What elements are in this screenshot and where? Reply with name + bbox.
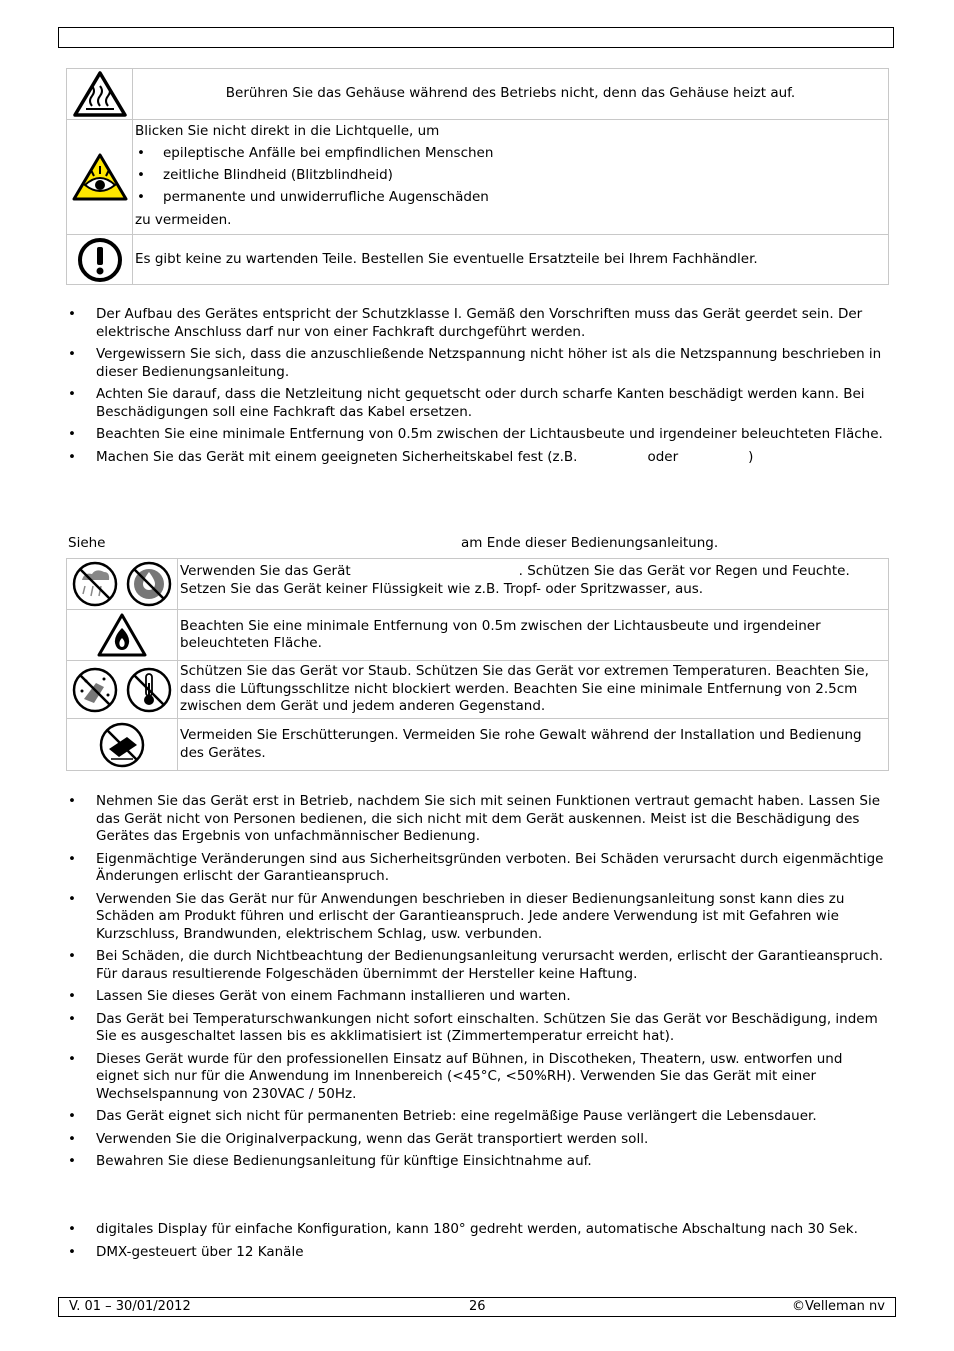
environment-table bbox=[66, 558, 889, 771]
safety-cable-text-a: Machen Sie das Gerät mit einem geeigneten Sicherheitskabel fest (z.B. bbox=[96, 448, 578, 465]
warning-eye-content bbox=[133, 120, 889, 235]
env-fire-text: Beachten Sie eine minimale Entfernung von 0.5m zwischen der Lichtausbeute und irgendeiner beleuchteten Fläche. bbox=[178, 610, 889, 661]
dust-icon bbox=[70, 665, 120, 715]
safety-cable-text-c: ) bbox=[748, 448, 754, 465]
list-item: • digitales Display für einfache Konfiguration, kann 180° gedreht werden, automatische Abschaltung nach 30 Sek. bbox=[66, 1221, 886, 1239]
env-water-text-b: . Schützen Sie das Gerät vor Regen und Feuchte. Setzen Sie das Gerät keiner Flüssigkeit wie z.B. Tropf- oder Spritzwasser, aus. bbox=[180, 563, 850, 597]
warning-table bbox=[66, 68, 889, 285]
footer-brand: ©Velleman nv bbox=[791, 1299, 885, 1314]
warning-eye-outro: zu vermeiden. bbox=[135, 212, 232, 228]
rain-icon bbox=[70, 560, 120, 608]
list-item: • Das Gerät bei Temperaturschwankungen nicht sofort einschalten. Schützen Sie das Gerät vor Beschädigung, indem Sie es ausgeschaltet lassen bis es akklimatisiert ist (Zimmertemperatur erreicht hat). bbox=[66, 1011, 886, 1046]
list-item: • Verwenden Sie das Gerät nur für Anwendungen beschrieben in dieser Bedienungsanleitung sonst kann dies zu Schäden am Produkt führen und erlischt der Garantieanspruch. Jede andere Verwendung ist mit Gefahren wie Kurzschluss, Brandwunden, elektrischem Schlag, usw. verbunden. bbox=[66, 891, 886, 944]
general-guidelines-list bbox=[66, 793, 886, 1176]
page-footer bbox=[58, 1297, 896, 1317]
safety-cable-text-b: oder bbox=[647, 448, 679, 465]
env-row-dust bbox=[67, 661, 889, 719]
siehe-text-b: am Ende dieser Bedienungsanleitung. bbox=[461, 535, 719, 551]
list-item: • epileptische Anfälle bei empfindlichen Menschen bbox=[135, 142, 886, 164]
list-item: • Der Aufbau des Gerätes entspricht der Schutzklasse I. Gemäß den Vorschriften muss das Gerät geerdet sein. Der elektrische Anschluss darf nur von einer Fachkraft durchgeführt werden. bbox=[66, 306, 886, 341]
list-item: • Beachten Sie eine minimale Entfernung von 0.5m zwischen der Lichtausbeute und irgendeiner beleuchteten Fläche. bbox=[66, 426, 886, 444]
list-item: • Eigenmächtige Veränderungen sind aus Sicherheitsgründen verboten. Bei Schäden verursacht durch eigenmächtige Änderungen erlischt der Garantieanspruch. bbox=[66, 851, 886, 886]
env-shock-text: Vermeiden Sie Erschütterungen. Vermeiden Sie rohe Gewalt während der Installation und Bedienung des Gerätes. bbox=[178, 719, 889, 771]
footer-page-number: 26 bbox=[469, 1299, 486, 1314]
warning-eye-list bbox=[135, 142, 886, 208]
thermometer-icon bbox=[124, 665, 174, 715]
shock-icon bbox=[67, 719, 178, 771]
warning-row-hot bbox=[67, 69, 889, 120]
list-item: • Das Gerät eignet sich nicht für permanenten Betrieb: eine regelmäßige Pause verlängert die Lebensdauer. bbox=[66, 1108, 886, 1126]
list-item: • Bewahren Sie diese Bedienungsanleitung für künftige Einsichtnahme auf. bbox=[66, 1153, 886, 1171]
warning-row-service bbox=[67, 235, 889, 285]
env-dust-text: Schützen Sie das Gerät vor Staub. Schützen Sie das Gerät vor extremen Temperaturen. Beachten Sie, dass die Lüftungsschlitze nicht blockiert werden. Beachten Sie eine minimale Entfernung von 2.5cm zwischen dem Gerät und jedem anderen Gegenstand. bbox=[178, 661, 889, 719]
safety-list bbox=[66, 306, 886, 471]
warning-row-eye bbox=[67, 120, 889, 235]
features-list bbox=[66, 1221, 886, 1266]
no-water-icon bbox=[124, 560, 174, 608]
eye-warning-icon bbox=[67, 120, 133, 235]
fire-warning-icon bbox=[67, 610, 178, 661]
list-item: • Bei Schäden, die durch Nichtbeachtung der Bedienungsanleitung verursacht werden, erlischt der Garantieanspruch. Für daraus resultierende Folgeschäden übernimmt der Hersteller keine Haftung. bbox=[66, 948, 886, 983]
env-row-water bbox=[67, 559, 889, 610]
list-item: • zeitliche Blindheid (Blitzblindheid) bbox=[135, 164, 886, 186]
siehe-line bbox=[68, 535, 888, 553]
warning-eye-intro: Blicken Sie nicht direkt in die Lichtquelle, um bbox=[135, 123, 440, 139]
list-item: • Achten Sie darauf, dass die Netzleitung nicht gequetscht oder durch scharfe Kanten beschädigt werden kann. Bei Beschädigungen soll eine Fachkraft das Kabel ersetzen. bbox=[66, 386, 886, 421]
list-item: • Verwenden Sie die Originalverpackung, wenn das Gerät transportiert werden soll. bbox=[66, 1131, 886, 1149]
list-item: • Lassen Sie dieses Gerät von einem Fachmann installieren und warten. bbox=[66, 988, 886, 1006]
hot-surface-warning-icon bbox=[67, 69, 133, 120]
warning-text-hot: Berühren Sie das Gehäuse während des Betriebs nicht, denn das Gehäuse heizt auf. bbox=[133, 69, 889, 120]
list-item: • DMX-gesteuert über 12 Kanäle bbox=[66, 1244, 886, 1262]
list-item bbox=[66, 449, 886, 467]
siehe-text-a: Siehe bbox=[68, 535, 106, 551]
list-item: • Dieses Gerät wurde für den professionellen Einsatz auf Bühnen, in Discotheken, Theatern, usw. entworfen und eignet sich nur für die Anwendung im Innenbereich (<45°C, <50%RH). Verwenden Sie das Gerät mit einer Wechselspannung von 230VAC / 50Hz. bbox=[66, 1051, 886, 1104]
footer-version: V. 01 – 30/01/2012 bbox=[69, 1299, 191, 1314]
warning-text-service: Es gibt keine zu wartenden Teile. Bestellen Sie eventuelle Ersatzteile bei Ihrem Fachhändler. bbox=[133, 235, 889, 285]
list-item: • Vergewissern Sie sich, dass die anzuschließende Netzspannung nicht höher ist als die Netzspannung beschrieben in dieser Bedienungsanleitung. bbox=[66, 346, 886, 381]
env-row-shock bbox=[67, 719, 889, 771]
env-water-text-a: Verwenden Sie das Gerät bbox=[180, 563, 351, 579]
page-header-box bbox=[58, 27, 894, 48]
env-row-fire bbox=[67, 610, 889, 661]
list-item: • permanente und unwiderrufliche Augenschäden bbox=[135, 186, 886, 208]
exclamation-circle-icon bbox=[67, 235, 133, 285]
list-item: • Nehmen Sie das Gerät erst in Betrieb, nachdem Sie sich mit seinen Funktionen vertraut gemacht haben. Lassen Sie das Gerät nicht von Personen bedienen, die sich nicht mit dem Gerät auskennen. Meist ist die Beschädigung des Gerätes das Ergebnis von unfachmännischer Bedienung. bbox=[66, 793, 886, 846]
